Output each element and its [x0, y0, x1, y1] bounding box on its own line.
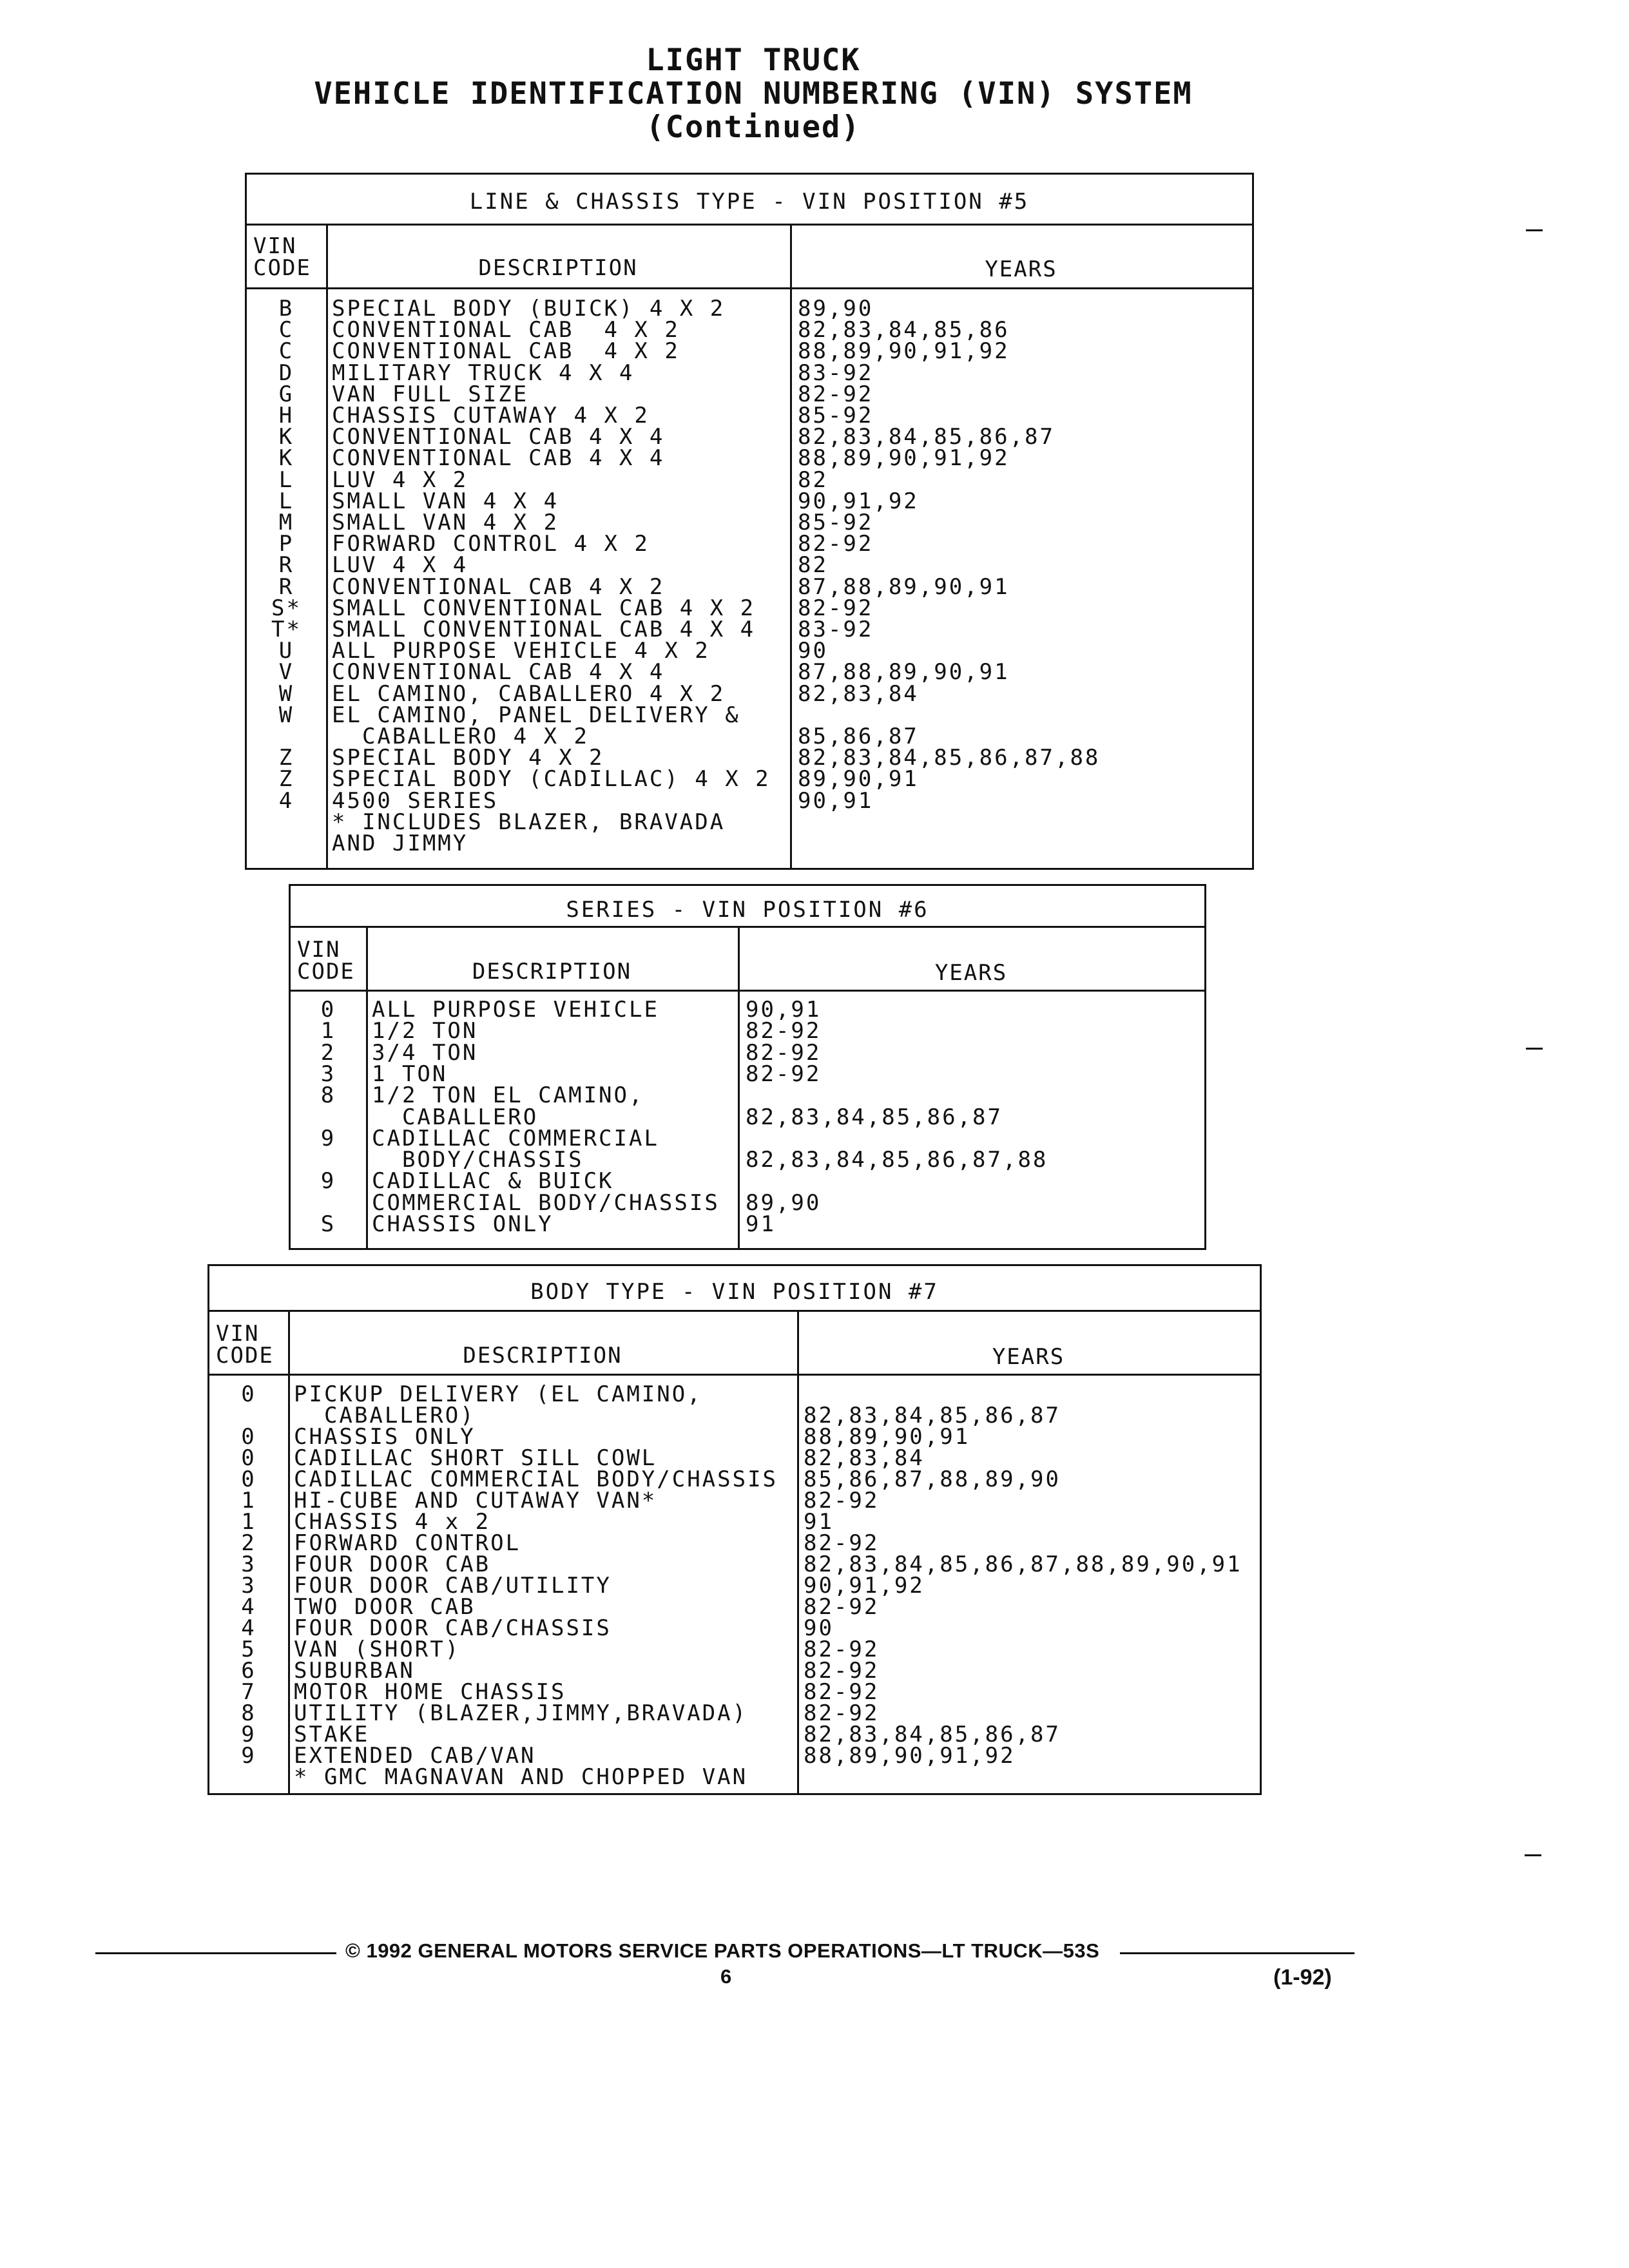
- table-row: [247, 640, 1252, 662]
- vin-code-cell: V: [278, 659, 294, 686]
- description-cell: UTILITY (BLAZER,JIMMY,BRAVADA): [294, 1700, 748, 1726]
- years-cell: 91: [804, 1509, 834, 1535]
- table-row: [247, 680, 1252, 707]
- vin-code-cell: 2: [241, 1530, 256, 1556]
- years-cell: 82-92: [746, 1061, 822, 1087]
- description-cell: SPECIAL BODY (BUICK) 4 X 2: [332, 296, 726, 322]
- table-row: [209, 1764, 1260, 1790]
- description-cell: 3/4 TON: [372, 1039, 478, 1066]
- years-cell: 88,89,90,91,92: [804, 1743, 1016, 1769]
- years-cell: 89,90: [746, 1189, 822, 1216]
- description-cell: EL CAMINO, PANEL DELIVERY &: [332, 702, 740, 728]
- vin-code-cell: L: [278, 466, 294, 493]
- vin-code-cell: 0: [241, 1445, 256, 1471]
- description-cell: MILITARY TRUCK 4 X 4: [332, 360, 635, 386]
- description-cell: 4500 SERIES: [332, 787, 499, 814]
- description-cell: CHASSIS ONLY: [372, 1211, 554, 1237]
- description-cell: CABALLERO): [294, 1403, 476, 1428]
- description-cell: COMMERCIAL BODY/CHASSIS: [372, 1189, 720, 1216]
- years-label: YEARS: [985, 256, 1057, 282]
- years-cell: 82-92: [798, 595, 874, 621]
- table-row: [247, 298, 1252, 320]
- description-cell: CONVENTIONAL CAB 4 X 2: [332, 338, 680, 365]
- vin-code-cell: 9: [241, 1743, 256, 1769]
- vin-code-cell: 9: [320, 1168, 336, 1195]
- years-cell: 82-92: [804, 1637, 880, 1662]
- vin-code-cell: G: [278, 381, 294, 407]
- years-cell: 90: [798, 638, 828, 664]
- years-cell: 83-92: [798, 617, 874, 642]
- description-cell: CONVENTIONAL CAB 4 X 4: [332, 445, 665, 472]
- description-cell: CONVENTIONAL CAB 4 X 2: [332, 317, 680, 343]
- vin-code-cell: 7: [241, 1679, 256, 1705]
- vin-code-cell: 3: [241, 1552, 256, 1577]
- vin-code-cell: 4: [241, 1615, 256, 1641]
- years-cell: 85-92: [798, 510, 874, 535]
- table-row: [247, 381, 1252, 407]
- vin-code-cell: 3: [320, 1061, 336, 1087]
- footer-copyright: © 1992 GENERAL MOTORS SERVICE PARTS OPERATIONS—LT TRUCK—53S: [345, 1939, 1100, 1962]
- description-cell: CHASSIS 4 x 2: [294, 1509, 491, 1535]
- table-row: [247, 360, 1252, 386]
- years-cell: 89,90: [798, 296, 874, 322]
- vin-code-cell: 4: [278, 787, 294, 814]
- years-cell: 88,89,90,91,92: [798, 338, 1010, 365]
- vin-code-cell: 2: [320, 1039, 336, 1066]
- description-label: DESCRIPTION: [472, 959, 632, 985]
- years-cell: 90,91: [798, 787, 874, 814]
- table-row: [247, 573, 1252, 600]
- margin-mark: [1526, 229, 1543, 231]
- description-cell: AND JIMMY: [332, 831, 468, 856]
- vin-code-cell: W: [278, 702, 294, 728]
- table-heading: BODY TYPE - VIN POSITION #7: [209, 1266, 1260, 1312]
- vin-code-cell: 3: [241, 1573, 256, 1599]
- table-heading: LINE & CHASSIS TYPE - VIN POSITION #5: [247, 175, 1252, 226]
- description-cell: 1/2 TON EL CAMINO,: [372, 1082, 644, 1109]
- table-row: [291, 1211, 1204, 1237]
- years-cell: 91: [746, 1211, 776, 1237]
- vin-label: VIN: [216, 1321, 260, 1347]
- description-cell: BODY/CHASSIS: [372, 1147, 584, 1173]
- table-row: [247, 424, 1252, 450]
- vin-code-cell: W: [278, 680, 294, 707]
- years-cell: 82,83,84,85,86,87,88,89,90,91: [804, 1552, 1242, 1577]
- table-heading: SERIES - VIN POSITION #6: [291, 886, 1204, 928]
- description-cell: SUBURBAN: [294, 1658, 415, 1684]
- vin-code-cell: M: [278, 510, 294, 535]
- years-cell: 85,86,87: [798, 724, 919, 749]
- years-cell: 90,91,92: [798, 488, 919, 514]
- vin-code-cell: B: [278, 296, 294, 322]
- table-row: [291, 1104, 1204, 1130]
- table-row: [291, 1039, 1204, 1066]
- years-cell: 83-92: [798, 360, 874, 386]
- vin-code-cell: R: [278, 573, 294, 600]
- vin-code-cell: 0: [241, 1466, 256, 1492]
- vin-code-cell: 9: [241, 1722, 256, 1747]
- margin-mark: [1525, 1854, 1541, 1856]
- years-cell: 82,83,84,85,86,87: [804, 1722, 1061, 1747]
- table-row: [247, 466, 1252, 493]
- description-cell: VAN FULL SIZE: [332, 381, 529, 407]
- page-title-line-1: LIGHT TRUCK: [646, 43, 861, 78]
- description-cell: SPECIAL BODY 4 X 2: [332, 745, 604, 771]
- years-cell: 82: [798, 466, 828, 493]
- table-row: [291, 999, 1204, 1021]
- code-label: CODE: [216, 1343, 274, 1369]
- date-code: (1-92): [1273, 1965, 1332, 1990]
- table-row: [247, 833, 1252, 854]
- line-chassis-table: [245, 173, 1254, 870]
- description-cell: TWO DOOR CAB: [294, 1594, 476, 1620]
- description-cell: HI-CUBE AND CUTAWAY VAN*: [294, 1488, 657, 1514]
- description-cell: 1/2 TON: [372, 1018, 478, 1044]
- description-cell: FOUR DOOR CAB: [294, 1552, 491, 1577]
- years-cell: 82: [798, 552, 828, 579]
- vin-code-cell: 1: [320, 1018, 336, 1044]
- code-label: CODE: [253, 255, 311, 281]
- vin-code-cell: 0: [241, 1381, 256, 1407]
- table-row: [247, 787, 1252, 814]
- vin-code-cell: 8: [241, 1700, 256, 1726]
- table-row: [247, 726, 1252, 747]
- table-row: [247, 595, 1252, 621]
- description-cell: CABALLERO 4 X 2: [332, 724, 589, 749]
- series-table: [289, 884, 1206, 1250]
- years-cell: 82-92: [798, 381, 874, 407]
- years-cell: 82,83,84,85,86: [798, 317, 1010, 343]
- table-row: [291, 1018, 1204, 1044]
- vin-code-cell: C: [278, 317, 294, 343]
- page-title-line-2: VEHICLE IDENTIFICATION NUMBERING (VIN) SYSTEM: [314, 76, 1193, 111]
- vin-code-cell: K: [278, 445, 294, 472]
- vin-code-cell: 8: [320, 1082, 336, 1109]
- years-cell: 82-92: [804, 1594, 880, 1620]
- description-cell: CONVENTIONAL CAB 4 X 4: [332, 424, 665, 450]
- description-cell: CONVENTIONAL CAB 4 X 2: [332, 573, 665, 600]
- vin-code-cell: 1: [241, 1488, 256, 1514]
- table-row: [291, 1125, 1204, 1151]
- years-cell: 82-92: [798, 531, 874, 557]
- years-cell: 82-92: [746, 1039, 822, 1066]
- description-cell: EL CAMINO, CABALLERO 4 X 2: [332, 680, 726, 707]
- description-cell: FORWARD CONTROL 4 X 2: [332, 531, 650, 557]
- vin-code-cell: 6: [241, 1658, 256, 1684]
- table-row: [247, 488, 1252, 514]
- description-cell: LUV 4 X 4: [332, 552, 468, 579]
- years-cell: 82,83,84,85,86,87,88: [746, 1147, 1048, 1173]
- page-number: 6: [720, 1965, 732, 1988]
- description-cell: SMALL VAN 4 X 2: [332, 510, 559, 535]
- vin-code-cell: 5: [241, 1637, 256, 1662]
- description-cell: CHASSIS ONLY: [294, 1424, 476, 1450]
- description-cell: * INCLUDES BLAZER, BRAVADA: [332, 809, 726, 835]
- vin-code-cell: S: [320, 1211, 336, 1237]
- description-cell: STAKE: [294, 1722, 370, 1747]
- description-cell: CADILLAC COMMERCIAL BODY/CHASSIS: [294, 1466, 778, 1492]
- margin-mark: [1526, 1048, 1543, 1050]
- footer-rule-right: [1120, 1952, 1354, 1954]
- description-label: DESCRIPTION: [463, 1343, 622, 1369]
- vin-code-cell: 9: [320, 1125, 336, 1151]
- table-row: [247, 766, 1252, 793]
- vin-code-cell: K: [278, 424, 294, 450]
- table-row: [291, 1168, 1204, 1195]
- years-cell: 87,88,89,90,91: [798, 659, 1010, 686]
- table-row: [247, 533, 1252, 555]
- description-cell: LUV 4 X 2: [332, 466, 468, 493]
- years-cell: 88,89,90,91,92: [798, 445, 1010, 472]
- description-cell: CADILLAC SHORT SILL COWL: [294, 1445, 657, 1471]
- description-cell: CADILLAC & BUICK: [372, 1168, 614, 1195]
- vin-code-cell: 0: [241, 1424, 256, 1450]
- table-row: [291, 1061, 1204, 1087]
- table-row: [291, 1149, 1204, 1171]
- table-row: [247, 747, 1252, 769]
- years-cell: 82,83,84,85,86,87: [798, 424, 1055, 450]
- vin-code-cell: R: [278, 552, 294, 579]
- years-cell: 82-92: [804, 1658, 880, 1684]
- description-cell: EXTENDED CAB/VAN: [294, 1743, 536, 1769]
- description-cell: MOTOR HOME CHASSIS: [294, 1679, 566, 1705]
- years-cell: 82,83,84: [804, 1445, 925, 1471]
- description-cell: ALL PURPOSE VEHICLE 4 X 2: [332, 638, 710, 664]
- table-row: [247, 405, 1252, 427]
- vin-code-cell: 4: [241, 1594, 256, 1620]
- table-row: [247, 702, 1252, 728]
- table-row: [247, 445, 1252, 472]
- years-cell: 89,90,91: [798, 766, 919, 793]
- vin-code-cell: Z: [278, 766, 294, 793]
- vin-code-cell: S*: [271, 595, 302, 621]
- years-cell: 82,83,84,85,86,87: [804, 1403, 1061, 1428]
- vin-code-cell: Z: [278, 745, 294, 771]
- years-cell: 82-92: [804, 1530, 880, 1556]
- vin-code-cell: D: [278, 360, 294, 386]
- table-row: [247, 552, 1252, 579]
- vin-label: VIN: [297, 937, 341, 963]
- table-row: [291, 1082, 1204, 1109]
- years-cell: 90,91,92: [804, 1573, 925, 1599]
- years-cell: 88,89,90,91: [804, 1424, 970, 1450]
- description-cell: CONVENTIONAL CAB 4 X 4: [332, 659, 665, 686]
- years-cell: 82,83,84,85,86,87,88: [798, 745, 1101, 771]
- description-label: DESCRIPTION: [478, 255, 638, 281]
- description-cell: SMALL VAN 4 X 4: [332, 488, 559, 514]
- description-cell: CHASSIS CUTAWAY 4 X 2: [332, 403, 650, 428]
- vin-code-cell: 0: [320, 997, 336, 1023]
- description-cell: FOUR DOOR CAB/UTILITY: [294, 1573, 612, 1599]
- description-cell: CABALLERO: [372, 1104, 539, 1130]
- years-cell: 82,83,84: [798, 680, 919, 707]
- description-cell: PICKUP DELIVERY (EL CAMINO,: [294, 1381, 702, 1407]
- vin-code-cell: 1: [241, 1509, 256, 1535]
- vin-code-cell: P: [278, 531, 294, 557]
- table-row: [247, 512, 1252, 533]
- description-cell: CADILLAC COMMERCIAL: [372, 1125, 659, 1151]
- vin-code-cell: L: [278, 488, 294, 514]
- description-cell: FORWARD CONTROL: [294, 1530, 521, 1556]
- table-row: [247, 809, 1252, 835]
- description-cell: * GMC MAGNAVAN AND CHOPPED VAN: [294, 1764, 748, 1790]
- years-cell: 90,91: [746, 997, 822, 1023]
- table-row: [247, 338, 1252, 365]
- description-cell: 1 TON: [372, 1061, 448, 1087]
- body-type-table: [207, 1264, 1262, 1795]
- years-cell: 82-92: [746, 1018, 822, 1044]
- description-cell: ALL PURPOSE VEHICLE: [372, 997, 659, 1023]
- description-cell: VAN (SHORT): [294, 1637, 461, 1662]
- vin-code-cell: C: [278, 338, 294, 365]
- description-cell: SPECIAL BODY (CADILLAC) 4 X 2: [332, 766, 771, 793]
- footer-rule-left: [95, 1952, 336, 1954]
- code-label: CODE: [297, 959, 355, 985]
- table-row: [247, 317, 1252, 343]
- vin-code-cell: U: [278, 638, 294, 664]
- years-cell: 82-92: [804, 1700, 880, 1726]
- table-row: [247, 659, 1252, 686]
- description-cell: SMALL CONVENTIONAL CAB 4 X 4: [332, 617, 756, 642]
- years-cell: 82-92: [804, 1488, 880, 1514]
- years-cell: 90: [804, 1615, 834, 1641]
- years-cell: 82,83,84,85,86,87: [746, 1104, 1003, 1130]
- description-cell: SMALL CONVENTIONAL CAB 4 X 2: [332, 595, 756, 621]
- years-cell: 82-92: [804, 1679, 880, 1705]
- years-label: YEARS: [992, 1344, 1065, 1370]
- years-label: YEARS: [934, 960, 1008, 986]
- table-row: [247, 619, 1252, 640]
- description-cell: FOUR DOOR CAB/CHASSIS: [294, 1615, 612, 1641]
- years-cell: 85,86,87,88,89,90: [804, 1466, 1061, 1492]
- vin-code-cell: T*: [271, 617, 302, 642]
- vin-label: VIN: [253, 233, 297, 259]
- page-title-line-3: (Continued): [646, 110, 861, 145]
- years-cell: 87,88,89,90,91: [798, 573, 1010, 600]
- table-row: [291, 1189, 1204, 1216]
- years-cell: 85-92: [798, 403, 874, 428]
- vin-code-cell: H: [278, 403, 294, 428]
